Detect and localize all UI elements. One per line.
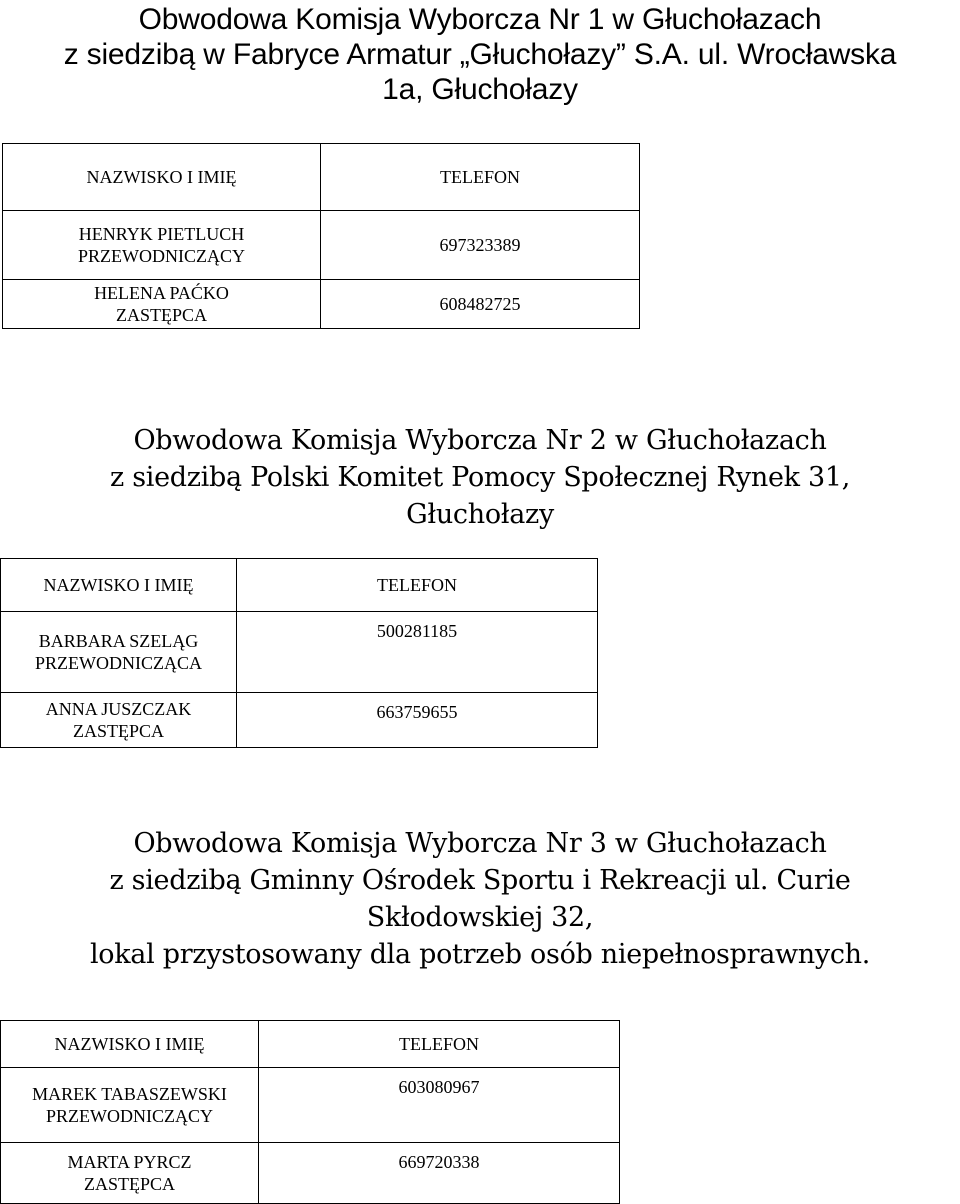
member-name: MAREK TABASZEWSKI bbox=[32, 1084, 227, 1104]
section-1-heading bbox=[0, 2, 960, 107]
member-cell bbox=[3, 280, 321, 329]
heading-line: Głuchołazy bbox=[406, 499, 554, 530]
column-header-name: NAZWISKO I IMIĘ bbox=[1, 559, 237, 612]
member-role: PRZEWODNICZĄCA bbox=[35, 653, 202, 673]
heading-line: z siedzibą w Fabryce Armatur „Głuchołazy” S.A. ul. Wrocławska bbox=[63, 38, 897, 71]
member-role: PRZEWODNICZĄCY bbox=[46, 1106, 213, 1126]
member-cell bbox=[1, 1143, 259, 1204]
heading-line: Obwodowa Komisja Wyborcza Nr 2 w Głuchołazach bbox=[133, 425, 827, 456]
table-row bbox=[3, 211, 640, 280]
column-header-name: NAZWISKO I IMIĘ bbox=[3, 144, 321, 211]
member-name: HELENA PAĆKO bbox=[94, 283, 229, 303]
member-cell bbox=[1, 612, 237, 693]
table-row bbox=[1, 612, 598, 693]
column-header-phone: TELEFON bbox=[321, 144, 640, 211]
heading-line: lokal przystosowany dla potrzeb osób niepełnosprawnych. bbox=[89, 939, 871, 970]
member-cell bbox=[3, 211, 321, 280]
heading-line: z siedzibą Gminny Ośrodek Sportu i Rekreacji ul. Curie bbox=[109, 865, 851, 896]
section-2-table bbox=[0, 558, 598, 748]
member-role: ZASTĘPCA bbox=[72, 721, 164, 741]
heading-line: 1a, Głuchołazy bbox=[382, 73, 578, 106]
heading-line: Obwodowa Komisja Wyborcza Nr 1 w Głuchołazach bbox=[138, 3, 822, 36]
heading-line: z siedzibą Polski Komitet Pomocy Społecznej Rynek 31, bbox=[109, 462, 851, 493]
member-cell bbox=[1, 693, 237, 748]
member-role: ZASTĘPCA bbox=[115, 305, 207, 325]
table-row bbox=[3, 280, 640, 329]
member-role: PRZEWODNICZĄCY bbox=[78, 246, 245, 266]
member-name: HENRYK PIETLUCH bbox=[78, 224, 245, 244]
section-2-heading bbox=[0, 422, 960, 533]
member-cell bbox=[1, 1068, 259, 1143]
section-3-table bbox=[0, 1020, 620, 1204]
section-3-heading bbox=[0, 825, 960, 973]
member-phone: 697323389 bbox=[321, 211, 640, 280]
table-header-row bbox=[1, 1021, 620, 1068]
column-header-name: NAZWISKO I IMIĘ bbox=[1, 1021, 259, 1068]
table-row bbox=[1, 693, 598, 748]
member-phone: 663759655 bbox=[237, 693, 598, 748]
member-name: MARTA PYRCZ bbox=[67, 1152, 192, 1172]
member-phone: 669720338 bbox=[259, 1143, 620, 1204]
member-phone: 608482725 bbox=[321, 280, 640, 329]
table-row bbox=[1, 1068, 620, 1143]
member-name: ANNA JUSZCZAK bbox=[45, 699, 192, 719]
table-row bbox=[1, 1143, 620, 1204]
member-role: ZASTĘPCA bbox=[83, 1174, 175, 1194]
column-header-phone: TELEFON bbox=[237, 559, 598, 612]
section-1-table bbox=[2, 143, 640, 329]
table-header-row bbox=[3, 144, 640, 211]
member-phone: 500281185 bbox=[237, 612, 598, 693]
column-header-phone: TELEFON bbox=[259, 1021, 620, 1068]
heading-line: Skłodowskiej 32, bbox=[366, 902, 594, 933]
member-phone: 603080967 bbox=[259, 1068, 620, 1143]
member-name: BARBARA SZELĄG bbox=[38, 631, 199, 651]
heading-line: Obwodowa Komisja Wyborcza Nr 3 w Głuchołazach bbox=[133, 828, 827, 859]
table-header-row bbox=[1, 559, 598, 612]
